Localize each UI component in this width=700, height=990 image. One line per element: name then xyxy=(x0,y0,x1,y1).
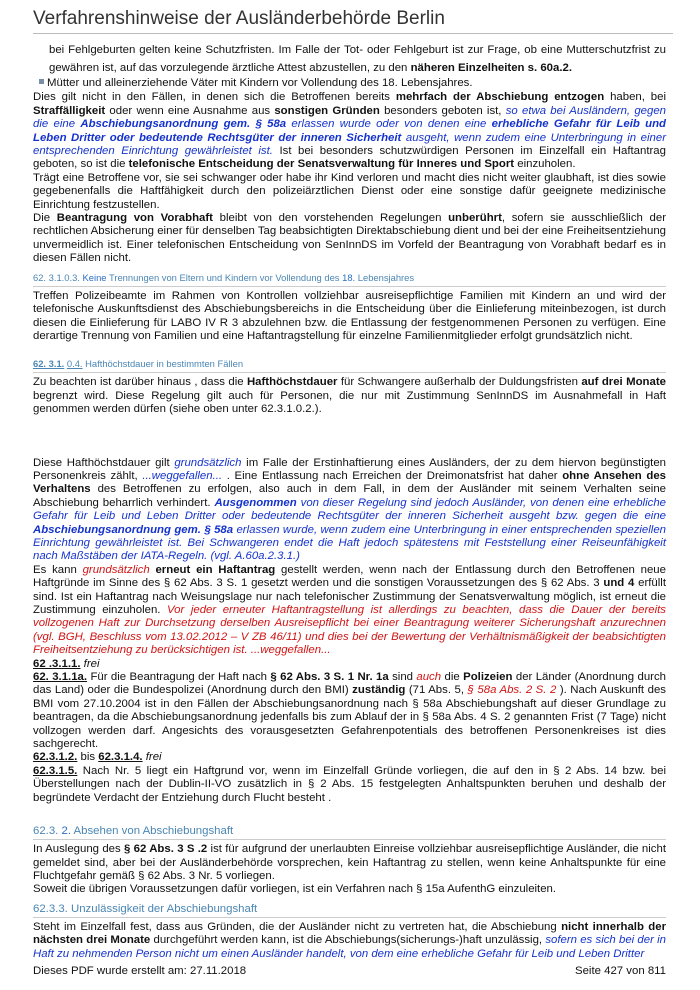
paragraph-stillbirth: bei Fehlgeburten gelten keine Schutzfristen. Im Falle der Tot- oder Fehlgeburt ist zur Frage, ob eine Mutterschutzfrist zu gewähren ist, auf das vorzulegende ärztliche Attest abzustellen, zu den näheren Einzelheiten s. 60a.2. xyxy=(49,44,666,74)
section-heading-62-3-2: 62.3. 2. Absehen von Abschiebungshaft xyxy=(33,824,666,840)
page-header xyxy=(33,8,673,34)
paragraph-families: Treffen Polizeibeamte im Rahmen von Kontrollen vollziehbar ausreisepflichtige Familien mit Kindern an und wird der telefonische Auskunftsdienst des Abschiebungsbereichs in die Entscheidung über die Einlieferung miteinbezogen, ist durch diesen die Einlieferung für LABO IV R 3 abzulehnen bzw. die Entlassung der festgenommenen Personen zu verfügen. Eine derartige Trennung von Familien und eine Haftantragstellung für einzelne Familienmitglieder erfolgt grundsätzlich nicht. xyxy=(33,289,666,342)
paragraph-inadmissibility: Steht im Einzelfall fest, dass aus Gründen, die der Ausländer nicht zu vertreten hat, die Abschiebung nicht innerhalb der nächsten drei Monate durchgeführt werden kann, ist die Abschiebungs(sicherungs-)haft unzulässig, sofern es sich bei der in Haft zu nehmenden Person nicht um einen Ausländer handelt, von dem eine erhebliche Gefahr für Leib und Leben Dritter xyxy=(33,920,667,960)
spacer xyxy=(33,417,666,457)
paragraph-62-3-1-1: 62 .3.1.1. frei xyxy=(33,657,100,670)
square-bullet-icon xyxy=(39,79,44,84)
section-heading-62-3-1-0-3: 62. 3.1.0.3. Keine Trennungen von Eltern und Kindern vor Vollendung des 18. Lebensjahres xyxy=(33,271,666,287)
section-heading-62-3-1-0-4: 62. 3.1. 0.4. Hafthöchstdauer in bestimmten Fällen xyxy=(33,357,666,373)
list-item: Mütter und alleinerziehende Väter mit Kindern vor Vollendung des 18. Lebensjahres. xyxy=(33,77,666,90)
paragraph-first-detention: Diese Hafthöchstdauer gilt grundsätzlich im Falle der Erstinhaftierung eines Ausländers, der zu dem hiervon begünstigten Personenkreis zählt, ...weggefallen... . Eine Entlassung nach Erreichen der Dreimonatsfrist hat daher ohne Ansehen des Verhaltens des Betroffenen zu erfolgen, also auch in dem Fall, in dem der Ausländer mit seinem Verhalten seine Abschiebung beharrlich verhindert. Ausgenommen von dieser Regelung sind jedoch Ausländer, von denen eine erhebliche Gefahr für Leib und Leben Dritter oder bedeutende Rechtsgüter der inneren Sicherheit ausgeht bzw. gegen die eine Abschiebungsanordnung gem. § 58a erlassen wurde, wenn zudem eine Unterbringung in einer entsprechenden speziellen Einrichtung gewährleistet ist. Bei Schwangeren endet die Haft jedoch spätestens mit Feststellung einer Reiseunfähigkeit nach Maßstäben der IATA-Regeln. (vgl. A.60a.2.3.1.) xyxy=(33,456,666,563)
page-footer xyxy=(33,965,666,977)
spacer xyxy=(33,805,666,819)
paragraph-max-duration: Zu beachten ist darüber hinaus , dass die Hafthöchstdauer für Schwangere außerhalb der Duldungsfristen auf drei Monate begrenzt wird. Diese Regelung gilt auch für Personen, die nur mit Zustimmung SenInnDS im Ausnahmefall in Haft genommen werden dürfen (siehe oben unter 62.3.1.0.2.). xyxy=(33,376,666,416)
section-link[interactable]: 62. 3.1. xyxy=(33,358,65,370)
paragraph-62-3-1-5: 62.3.1.5. Nach Nr. 5 liegt ein Haftgrund vor, wenn im Einzelfall Gründe vorliegen, die auf den in § 2 Abs. 14 bzw. bei Überstellungen nach der Dublin-II-VO zusätzlich in § 2 Abs. 15 festgelegten Anhaltspunkten beruhen und deshalb der begründete Verdacht der Entziehung durch Flucht besteht . xyxy=(33,764,666,804)
document-body xyxy=(33,41,666,961)
paragraph-no-detention: In Auslegung des § 62 Abs. 3 S .2 ist für aufgrund der unerlaubten Einreise vollziehbar ausreisepflichtige Ausländer, die nicht gemeldet sind, aber bei der Ausländerbehörde vorsprechen, kein Haftantrag zu stellen, wenn keine Anhaltspunkte für eine Fluchtgefahr gemäß § 62 Abs. 3 Nr. 5 vorliegen. xyxy=(33,843,666,882)
paragraph-15a: Soweit die übrigen Voraussetzungen dafür vorliegen, ist ein Verfahren nach § 15a AufenthG einzuleiten. xyxy=(33,883,557,896)
paragraph-exceptions: Dies gilt nicht in den Fällen, in denen sich die Betroffenen bereits mehrfach der Abschiebung entzogen haben, bei Straffälligkeit oder wenn eine Ausnahme aus sonstigen Gründen besonders geboten ist, so etwa bei Ausländern, gegen die eine Abschiebungsanordnung gem. § 58a erlassen wurde oder von denen eine erhebliche Gefahr für Leib und Leben Dritter oder bedeutende Rechtsgüter der inneren Sicherheit ausgeht, wenn zudem eine Unterbringung in einer entsprechenden Einrichtung gewährleistet ist. Ist bei besonders schutzwürdigen Personen im Einzelfall ein Haftantrag geboten, so ist die telefonische Entscheidung der Senatsverwaltung für Inneres und Sport einzuholen. xyxy=(33,91,666,171)
creation-date: Dieses PDF wurde erstellt am: 27.11.2018 xyxy=(33,965,247,977)
page-number: Seite 427 von 811 xyxy=(575,965,666,977)
paragraph-62-3-1-1a: 62. 3.1.1a. Für die Beantragung der Haft nach § 62 Abs. 3 S. 1 Nr. 1a sind auch die Polizeien der Länder (Anordnung durch das Land) oder die Bundespolizei (Anordnung durch den BMI) zuständig (71 Abs. 5, § 58a Abs. 2 S. 2 ). Nach Auskunft des BMI vom 27.10.2004 ist in den Fällen der Abschiebungsanordnung nach § 58a Abschiebungshaft auf dieser Grundlage zu beantragen, da die Abschiebungsanordnung jedenfalls bis zum Ablauf der in § 58a Abs. 4 S. 2 genannten Frist (7 Tage) nicht vollzogen werden darf. Angesichts des vorausgesetzten Gefahrenpotentials des betroffenen Personenkreises ist dies sachgerecht. xyxy=(33,671,666,751)
section-heading-62-3-3: 62.3.3. Unzulässigkeit der Abschiebungshaft xyxy=(33,902,666,918)
page-title: Verfahrenshinweise der Ausländerbehörde Berlin xyxy=(33,8,445,29)
section-link[interactable]: 0.4. xyxy=(66,358,83,370)
paragraph-pregnancy-claim: Trägt eine Betroffene vor, sie sei schwanger oder habe ihr Kind verloren und macht dies nicht weiter glaubhaft, ist dies sowie gegebenenfalls die Haftfähigkeit durch den polizeiärztlichen Dienst oder eine sonstige dafür geeignete medizinische Einrichtung festzustellen. xyxy=(33,171,666,211)
paragraph-62-3-1-2: 62.3.1.2. bis 62.3.1.4. frei xyxy=(33,751,162,764)
paragraph-new-application: Es kann grundsätzlich erneut ein Haftantrag gestellt werden, wenn nach der Entlassung durch den Betroffenen neue Haftgründe im Sinne des § 62 Abs. 3 S. 1 gesetzt werden und die sonstigen Voraussetzungen des § 62 Abs. 3 und 4 erfüllt sind. Ist ein Haftantrag nach Weisungslage nur nach telefonischer Zustimmung der Senatsverwaltung möglich, ist erneut die Zustimmung einzuholen. Vor jeder erneuter Haftantragstellung ist allerdings zu beachten, dass die Dauer der bereits vollzogenen Haft zur Durchsetzung derselben Ausreisepflicht bei einer Beantragung weiterer Sicherungshaft anzurechnen (vgl. BGH, Beschluss vom 13.02.2012 – V ZB 46/11) und dies bei der Bewertung der Verhältnismäßigkeit der beabsichtigten Freiheitsentziehung zu berücksichtigen ist. ...weggefallen... xyxy=(33,563,666,657)
paragraph-vorabhaft: Die Beantragung von Vorabhaft bleibt von den vorstehenden Regelungen unberührt, sofern sie ausschließlich der rechtlichen Absicherung einer für denselben Tag beabsichtigten Direktabschiebung dient und bei der eine Freiheitsentziehung unvermeidlich ist. Einer telefonischen Entscheidung von SenInnDS im Vorfeld der Beantragung von Vorabhaft bedarf es in diesen Fällen nicht. xyxy=(33,212,666,265)
